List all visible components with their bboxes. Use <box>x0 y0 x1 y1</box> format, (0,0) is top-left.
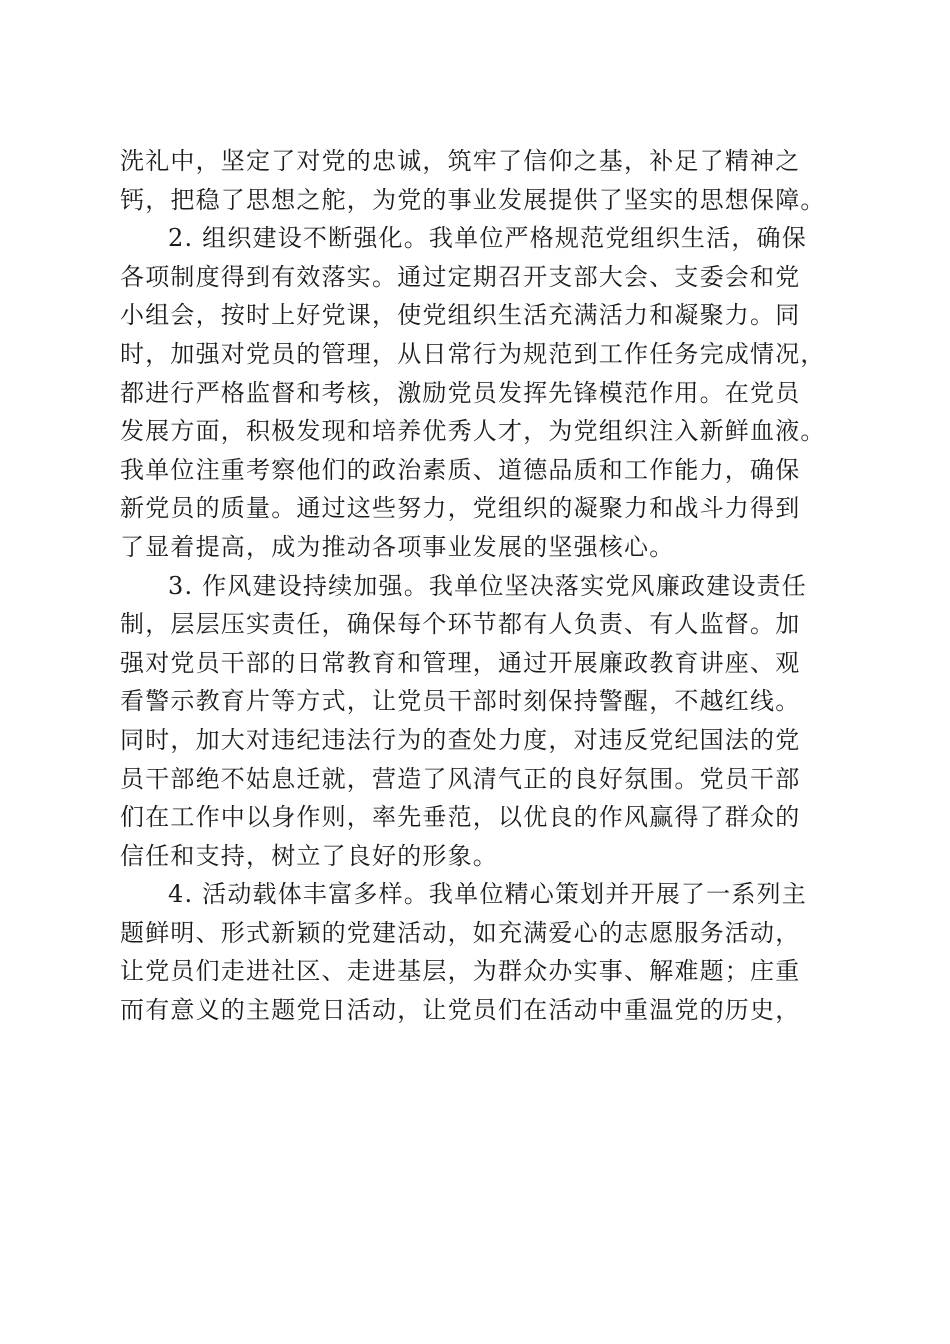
text-line: 洗礼中，坚定了对党的忠诚，筑牢了信仰之基，补足了精神之 <box>120 147 801 175</box>
text-line: 而有意义的主题党日活动，让党员们在活动中重温党的历史， <box>120 996 801 1025</box>
document-body <box>120 142 850 1030</box>
text-line: 们在工作中以身作则，率先垂范，以优良的作风赢得了群众的 <box>120 803 801 832</box>
text-line: 信任和支持，树立了良好的形象。 <box>120 841 498 870</box>
text-line: 3. 作风建设持续加强。我单位坚决落实党风廉政建设责任 <box>168 571 807 600</box>
text-line: 钙，把稳了思想之舵，为党的事业发展提供了坚实的思想保障。 <box>120 185 826 214</box>
text-line: 看警示教育片等方式，让党员干部时刻保持警醒，不越红线。 <box>120 687 801 716</box>
text-line: 小组会，按时上好党课，使党组织生活充满活力和凝聚力。同 <box>120 301 801 330</box>
text-line: 新党员的质量。通过这些努力，党组织的凝聚力和战斗力得到 <box>120 494 801 523</box>
text-line: 都进行严格监督和考核，激励党员发挥先锋模范作用。在党员 <box>120 378 801 407</box>
text-line: 2. 组织建设不断强化。我单位严格规范党组织生活，确保 <box>168 224 807 253</box>
text-line: 强对党员干部的日常教育和管理，通过开展廉政教育讲座、观 <box>120 648 801 677</box>
text-line: 题鲜明、形式新颖的党建活动，如充满爱心的志愿服务活动， <box>120 918 801 947</box>
text-line: 了显着提高，成为推动各项事业发展的坚强核心。 <box>120 532 675 561</box>
text-line: 员干部绝不姑息迁就，营造了风清气正的良好氛围。党员干部 <box>120 764 801 793</box>
text-line: 发展方面，积极发现和培养优秀人才，为党组织注入新鲜血液。 <box>120 417 826 446</box>
paragraph-organization-building <box>120 219 850 566</box>
text-line: 同时，加大对违纪违法行为的查处力度，对违反党纪国法的党 <box>120 725 801 754</box>
text-line: 我单位注重考察他们的政治素质、道德品质和工作能力，确保 <box>120 455 801 484</box>
text-line: 各项制度得到有效落实。通过定期召开支部大会、支委会和党 <box>120 262 801 291</box>
text-line: 让党员们走进社区、走进基层，为群众办实事、解难题；庄重 <box>120 957 801 986</box>
paragraph-activity-carriers <box>120 875 850 1029</box>
text-line: 时，加强对党员的管理，从日常行为规范到工作任务完成情况， <box>120 339 826 368</box>
text-line: 4. 活动载体丰富多样。我单位精心策划并开展了一系列主 <box>168 880 807 909</box>
text-line: 制，层层压实责任，确保每个环节都有人负责、有人监督。加 <box>120 610 801 639</box>
paragraph-continuation <box>120 142 850 219</box>
paragraph-style-building <box>120 567 850 876</box>
